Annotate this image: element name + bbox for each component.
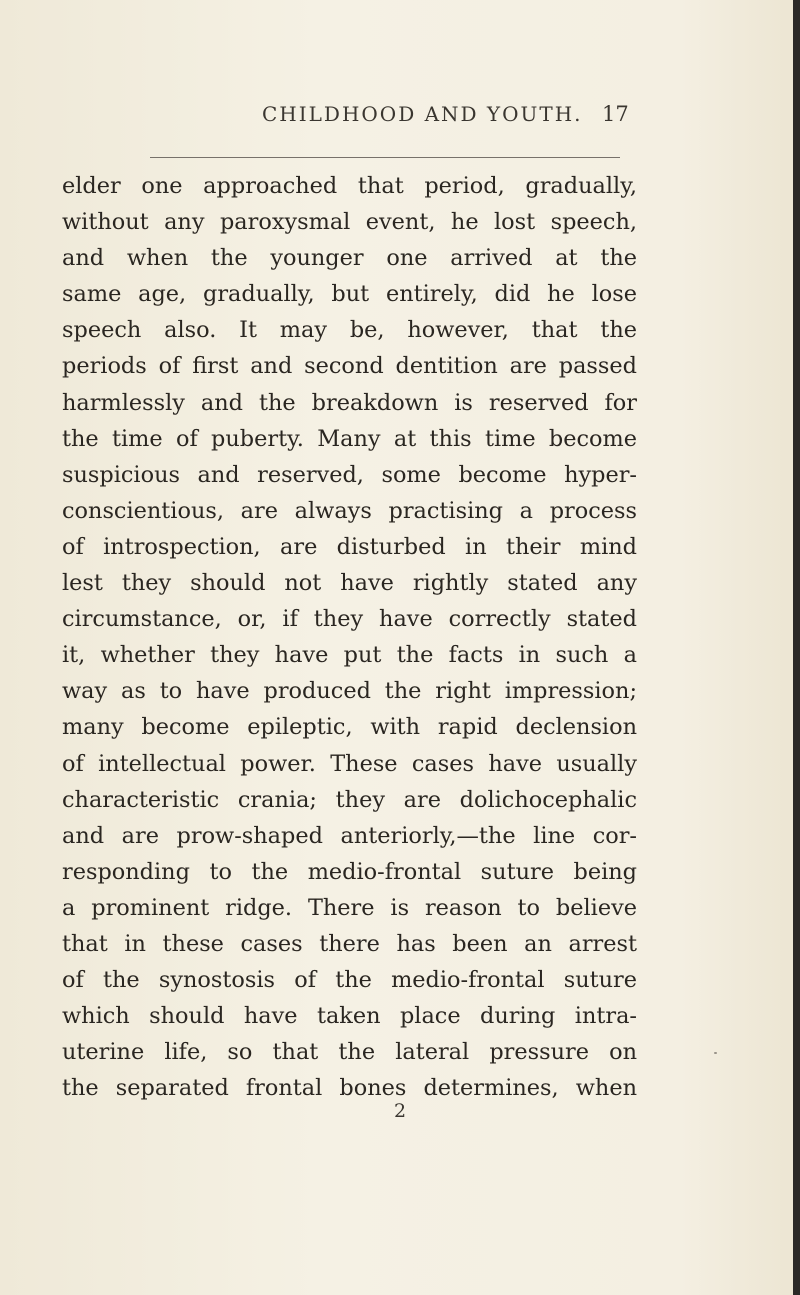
text-line: same age, gradually, but entirely, did he lose [62,281,637,308]
text-line: that in these cases there has been an arrest [62,930,637,957]
signature-mark: 2 [393,1100,407,1122]
page-edge-shadow [793,0,800,1295]
paper-speck [714,1052,717,1054]
text-line: elder one approached that period, gradually, [62,173,637,199]
header-rule [150,157,620,158]
text-line: circumstance, or, if they have correctly stated [62,606,637,633]
text-line: conscientious, are always practising a process [62,497,637,524]
text-line: harmlessly and the breakdown is reserved for [62,389,637,416]
text-line: a prominent ridge. There is reason to believe [62,894,637,921]
text-line: which should have taken place during intra- [62,1003,637,1030]
text-line: characteristic crania; they are dolichocephalic [62,786,637,813]
text-line: many become epileptic, with rapid declension [62,714,637,741]
text-line: without any paroxysmal event, he lost speech, [62,209,637,236]
text-line: speech also. It may be, however, that the [62,317,637,344]
text-line: periods of first and second dentition are passed [62,353,637,380]
text-line: lest they should not have rightly stated any [62,570,637,597]
running-title: CHILDHOOD AND YOUTH. [262,102,583,126]
text-line: the time of puberty. Many at this time become [62,425,637,452]
text-line: and when the younger one arrived at the [62,245,637,272]
body-text [62,168,637,1106]
page-header [0,102,800,142]
text-line: of the synostosis of the medio-frontal suture [62,967,637,994]
text-line: it, whether they have put the facts in such a [62,642,637,669]
text-line: of introspection, are disturbed in their mind [62,533,637,560]
text-line: responding to the medio-frontal suture being [62,858,637,885]
page-number: 17 [602,102,629,126]
text-line: and are prow-shaped anteriorly,—the line cor- [62,822,637,849]
text-line: the separated frontal bones determines, when [62,1075,637,1102]
text-line: way as to have produced the right impression; [62,678,637,705]
text-line: uterine life, so that the lateral pressure on [62,1039,637,1066]
text-line: of intellectual power. These cases have usually [62,750,637,777]
text-line: suspicious and reserved, some become hyper- [62,461,637,488]
